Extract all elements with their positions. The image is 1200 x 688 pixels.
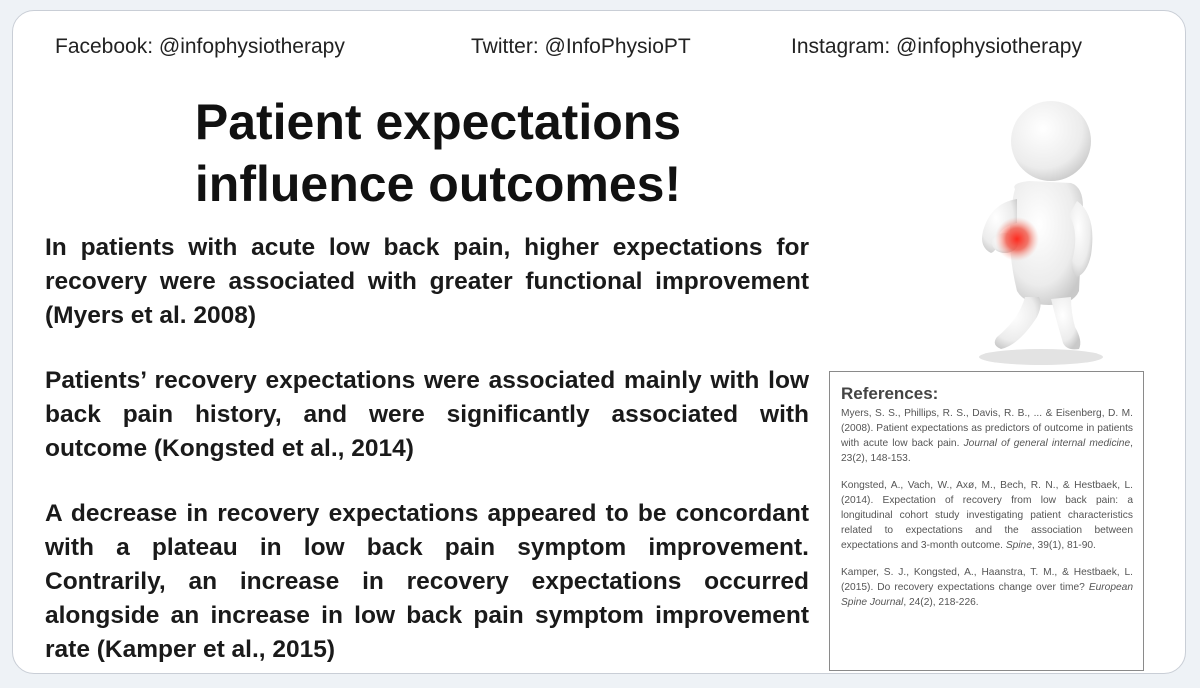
finding-paragraph-3: A decrease in recovery expectations appeared to be concordant with a plateau in low back pain symptom improvement. Contrarily, an increase in recovery expectations occurred alongside an increase in low back pain symptom improvement rate (Kamper et al., 2015) bbox=[45, 500, 809, 663]
facebook-handle: Facebook: @infophysiotherapy bbox=[55, 35, 345, 58]
reference-tail: , 39(1), 81-90. bbox=[1031, 540, 1096, 551]
title-line-1: Patient expectations bbox=[194, 94, 682, 150]
reference-text: Kongsted, A., Vach, W., Axø, M., Bech, R. N., & Hestbaek, L. (2014). Expectation of recovery from low back pain: a longitudinal cohort study investigating patient characteristics related to expectations and the association between expectations and 3-month outcome. bbox=[841, 480, 1133, 551]
back-pain-figure-icon bbox=[933, 91, 1133, 371]
instagram-handle: Instagram: @infophysiotherapy bbox=[791, 35, 1082, 58]
finding-paragraph-1: In patients with acute low back pain, higher expectations for recovery were associated with greater functional improvement (Myers et al. 2008) bbox=[45, 234, 809, 329]
reference-tail: , 23(2), 148-153. bbox=[841, 438, 1133, 464]
reference-text: Kamper, S. J., Kongsted, A., Haanstra, T. M., & Hestbaek, L. (2015). Do recovery expectations change over time? bbox=[841, 567, 1133, 593]
reference-journal: Spine bbox=[1005, 540, 1032, 551]
reference-item bbox=[841, 478, 1133, 553]
twitter-handle: Twitter: @InfoPhysioPT bbox=[471, 35, 691, 58]
references-heading: References: bbox=[841, 384, 939, 403]
references-box bbox=[829, 371, 1144, 671]
title-line-2: influence outcomes! bbox=[194, 156, 682, 212]
infographic-card bbox=[12, 10, 1186, 674]
reference-tail: , 24(2), 218-226. bbox=[903, 597, 979, 608]
page-title bbox=[43, 91, 833, 215]
reference-item bbox=[841, 565, 1133, 610]
reference-item bbox=[841, 406, 1133, 466]
reference-text: Myers, S. S., Phillips, R. S., Davis, R. B., ... & Eisenberg, D. M. (2008). Patient expectations as predictors of outcome in patients with acute low back pain. bbox=[841, 408, 1133, 449]
finding-paragraph-2: Patients’ recovery expectations were associated mainly with low back pain history, and were significantly associated with outcome (Kongsted et al., 2014) bbox=[45, 367, 809, 462]
reference-journal: Journal of general internal medicine bbox=[963, 438, 1131, 449]
reference-journal: European Spine Journal bbox=[841, 582, 1133, 608]
